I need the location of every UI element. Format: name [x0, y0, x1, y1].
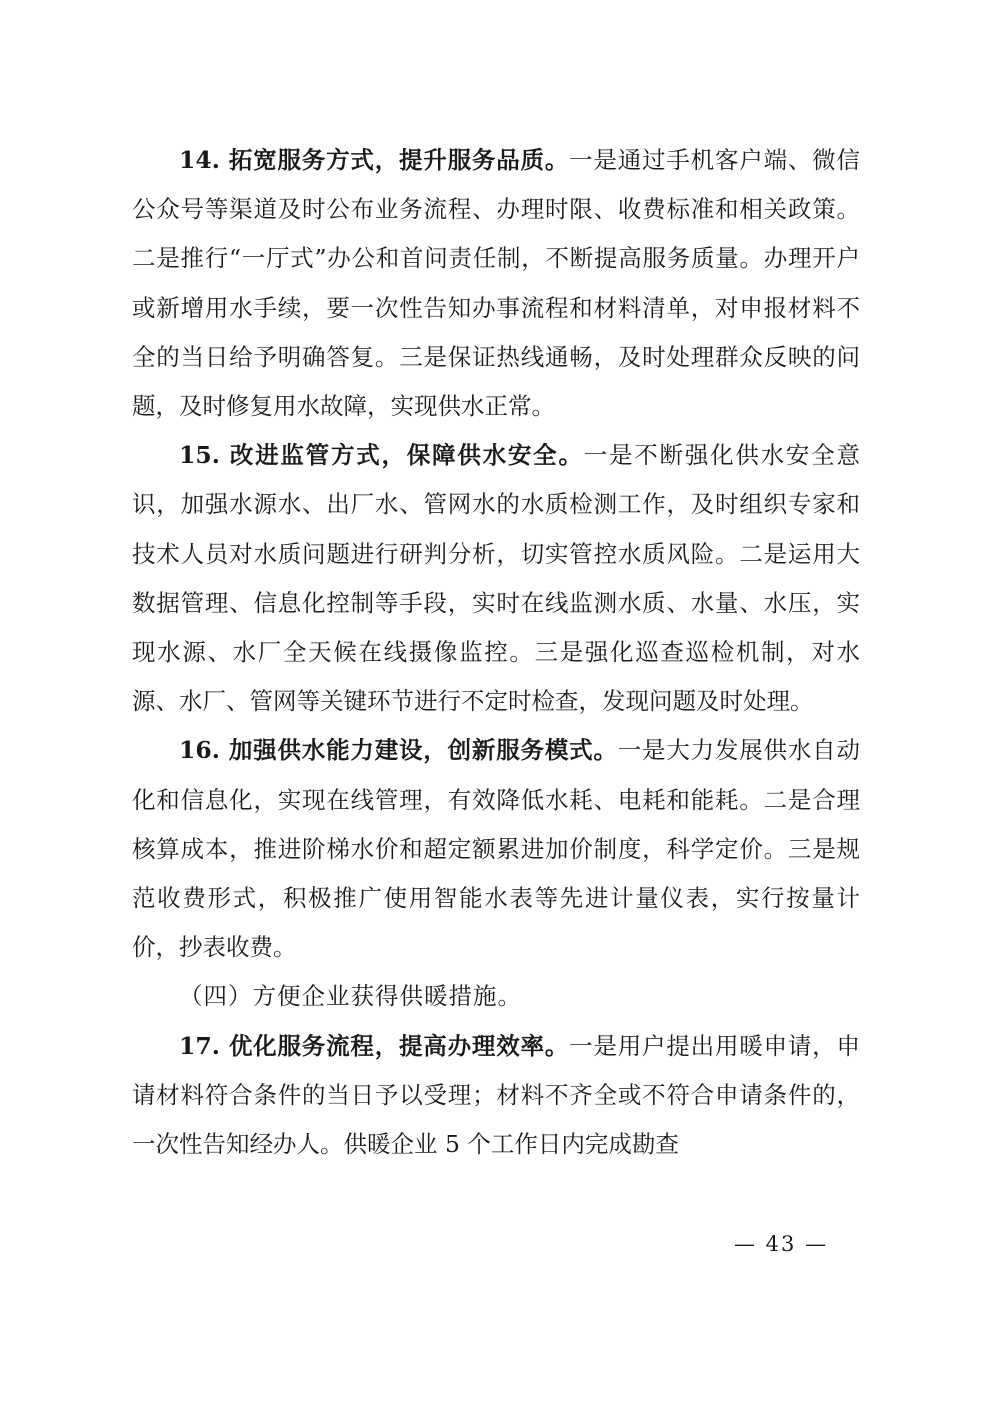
paragraph-heading: 16. 加强供水能力建设，创新服务模式。 [179, 736, 618, 765]
body-text [132, 136, 860, 1169]
paragraph-heading: 17. 优化服务流程，提高办理效率。 [179, 1031, 570, 1060]
page-number: — 43 — [734, 1232, 829, 1256]
paragraph-14 [132, 136, 860, 431]
paragraph-body: 一是用户提出用暖申请，申请材料符合条件的当日予以受理；材料不齐全或不符合申请条件的，一次性告知经办人。供暖企业 5 个工作日内完成勘查 [132, 1031, 860, 1159]
paragraph-body: 一是通过手机客户端、微信公众号等渠道及时公布业务流程、办理时限、收费标准和相关政策。二是推行“一厅式”办公和首问责任制，不断提高服务质量。办理开户或新增用水手续，要一次性告知办事流程和材料清单，对申报材料不全的当日给予明确答复。三是保证热线通畅，及时处理群众反映的问题，及时修复用水故障，实现供水正常。 [132, 146, 860, 421]
section-heading: （四）方便企业获得供暖措施。 [179, 982, 522, 1011]
paragraph-body: 一是不断强化供水安全意识，加强水源水、出厂水、管网水的水质检测工作，及时组织专家和技术人员对水质问题进行研判分析，切实管控水质风险。二是运用大数据管理、信息化控制等手段，实时在线监测水质、水量、水压，实现水源、水厂全天候在线摄像监控。三是强化巡查巡检机制，对水源、水厂、管网等关键环节进行不定时检查，发现问题及时处理。 [132, 441, 860, 716]
paragraph-heading: 15. 改进监管方式，保障供水安全。 [179, 441, 584, 470]
paragraph-15 [132, 431, 860, 726]
paragraph-body: 一是大力发展供水自动化和信息化，实现在线管理，有效降低水耗、电耗和能耗。二是合理核算成本，推进阶梯水价和超定额累进加价制度，科学定价。三是规范收费形式，积极推广使用智能水表等先进计量仪表，实行按量计价，抄表收费。 [132, 736, 860, 962]
paragraph-17 [132, 1022, 860, 1170]
paragraph-heading: 14. 拓宽服务方式，提升服务品质。 [179, 146, 570, 174]
paragraph-16 [132, 726, 860, 972]
